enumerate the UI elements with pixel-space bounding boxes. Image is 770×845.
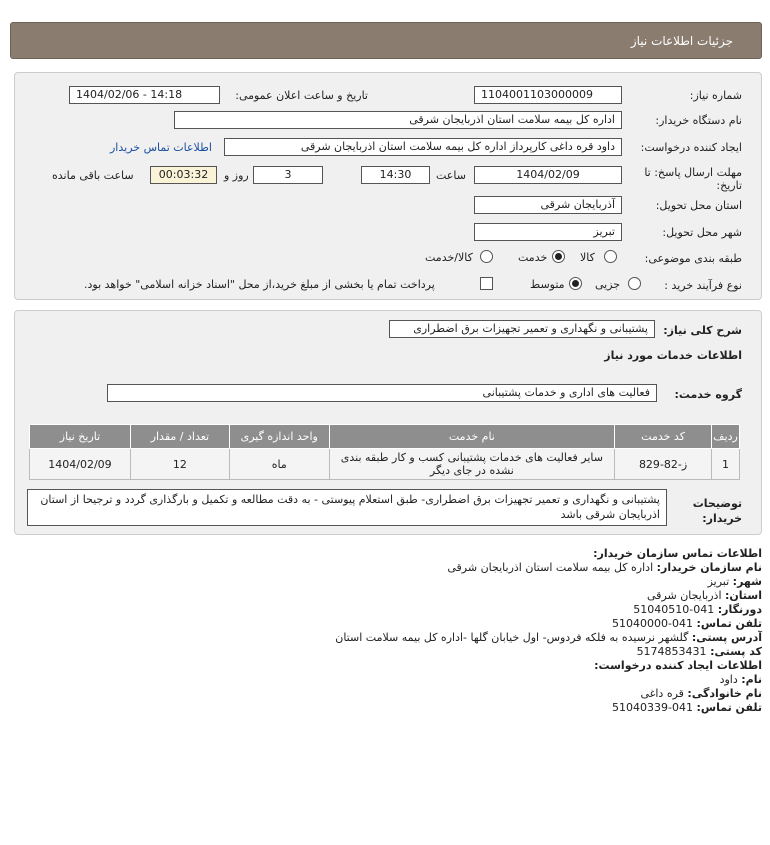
remaining-label: ساعت باقی مانده	[52, 169, 134, 182]
process-radio-medium[interactable]	[569, 277, 582, 290]
table-header-row	[30, 425, 740, 449]
first-name-line: نام: داود	[719, 673, 762, 686]
remaining-time-field: 00:03:32	[150, 166, 217, 184]
service-group-label: گروه خدمت:	[674, 388, 742, 401]
deadline-label: مهلت ارسال پاسخ: تا تاریخ:	[644, 166, 742, 192]
col-date: تاریخ نیاز	[30, 425, 131, 449]
process-partial-label: جزیی	[595, 278, 621, 291]
col-unit: واحد اندازه گیری	[229, 425, 329, 449]
cell-code: ز-82-829	[615, 449, 712, 480]
payment-note: پرداخت تمام یا بخشی از مبلغ خرید،از محل "اسناد خزانه اسلامی" خواهد بود.	[84, 278, 435, 291]
creator-field: داود قره داغی کارپرداز اداره کل بیمه سلامت استان اذربایجان شرقی	[224, 138, 622, 156]
cell-row: 1	[712, 449, 740, 480]
fax-line: دورنگار: 041-51040510	[633, 603, 762, 616]
creator-contact-title: اطلاعات ایجاد کننده درخواست:	[594, 659, 762, 672]
category-goods-service-label: کالا/خدمت	[425, 251, 473, 264]
general-description-field: پشتیبانی و نگهداری و تعمیر تجهیزات برق اضطراری	[389, 320, 655, 338]
table-row	[30, 449, 740, 480]
city-line: شهر: تبریز	[707, 575, 762, 588]
province-label: استان محل تحویل:	[655, 199, 742, 212]
org-contact-title: اطلاعات تماس سازمان خریدار:	[593, 547, 762, 560]
category-radio-service[interactable]	[552, 250, 565, 263]
city-label: شهر محل تحویل:	[662, 226, 742, 239]
announce-field: 1404/02/06 - 14:18	[69, 86, 220, 104]
category-radio-goods-service[interactable]	[480, 250, 493, 263]
creator-phone-line: تلفن تماس: 041-51040339	[612, 701, 762, 714]
service-group-field: فعالیت های اداری و خدمات پشتیبانی	[107, 384, 657, 402]
creator-label: ایجاد کننده درخواست:	[640, 141, 742, 154]
buyer-notes-label: توضیحات خریدار:	[692, 497, 742, 525]
postal-line: کد پستی: 5174853431	[636, 645, 762, 658]
need-number-field: 1104001103000009	[474, 86, 622, 104]
province-line: استان: اذربایجان شرقی	[647, 589, 762, 602]
col-row: ردیف	[712, 425, 740, 449]
cell-qty: 12	[130, 449, 229, 480]
col-qty: تعداد / مقدار	[130, 425, 229, 449]
address-line: آدرس پستی: گلشهر نرسیده به فلکه فردوس- اول خیابان گلها -اداره کل بیمه سلامت استان	[335, 631, 762, 644]
page-header	[10, 22, 762, 59]
treasury-checkbox[interactable]	[480, 277, 493, 290]
announce-label: تاریخ و ساعت اعلان عمومی:	[235, 89, 368, 102]
province-field: آذربایجان شرقی	[474, 196, 622, 214]
days-label: روز و	[224, 169, 249, 182]
process-radio-partial[interactable]	[628, 277, 641, 290]
category-service-label: خدمت	[518, 251, 548, 264]
process-label: نوع فرآیند خرید :	[664, 279, 742, 292]
services-table	[29, 424, 740, 480]
org-name-line: نام سازمان خریدار: اداره کل بیمه سلامت استان اذربایجان شرقی	[447, 561, 762, 574]
phone-line: تلفن تماس: 041-51040000	[612, 617, 762, 630]
last-name-line: نام خانوادگی: قره داغی	[640, 687, 762, 700]
page-title: جزئیات اطلاعات نیاز	[630, 34, 733, 48]
category-label: طبقه بندی موضوعی:	[644, 252, 742, 265]
need-number-label: شماره نیاز:	[689, 89, 742, 102]
col-name: نام خدمت	[329, 425, 614, 449]
buyer-notes-field: پشتیبانی و نگهداری و تعمیر تجهیزات برق اضطراری- طبق استعلام پیوستی - به دقت مطالعه و تکمیل و بارگذاری گردد و ترجیحا از استان اذربایجان شرقی باشد	[27, 489, 667, 526]
deadline-date-field: 1404/02/09	[474, 166, 622, 184]
cell-date: 1404/02/09	[30, 449, 131, 480]
buyer-field: اداره کل بیمه سلامت استان اذربایجان شرقی	[174, 111, 622, 129]
category-radio-goods[interactable]	[604, 250, 617, 263]
process-medium-label: متوسط	[530, 278, 565, 291]
buyer-label: نام دستگاه خریدار:	[655, 114, 742, 127]
days-field: 3	[253, 166, 323, 184]
cell-unit: ماه	[229, 449, 329, 480]
col-code: کد خدمت	[615, 425, 712, 449]
category-goods-label: کالا	[580, 251, 595, 264]
services-title: اطلاعات خدمات مورد نیاز	[604, 349, 742, 362]
contact-buyer-link[interactable]: اطلاعات تماس خریدار	[110, 141, 212, 154]
general-description-label: شرح کلی نیاز:	[663, 324, 742, 337]
cell-name: سایر فعالیت های خدمات پشتیبانی کسب و کار طبقه بندی نشده در جای دیگر	[329, 449, 614, 480]
deadline-time-field: 14:30	[361, 166, 430, 184]
city-field: تبریز	[474, 223, 622, 241]
deadline-time-label: ساعت	[436, 169, 466, 182]
